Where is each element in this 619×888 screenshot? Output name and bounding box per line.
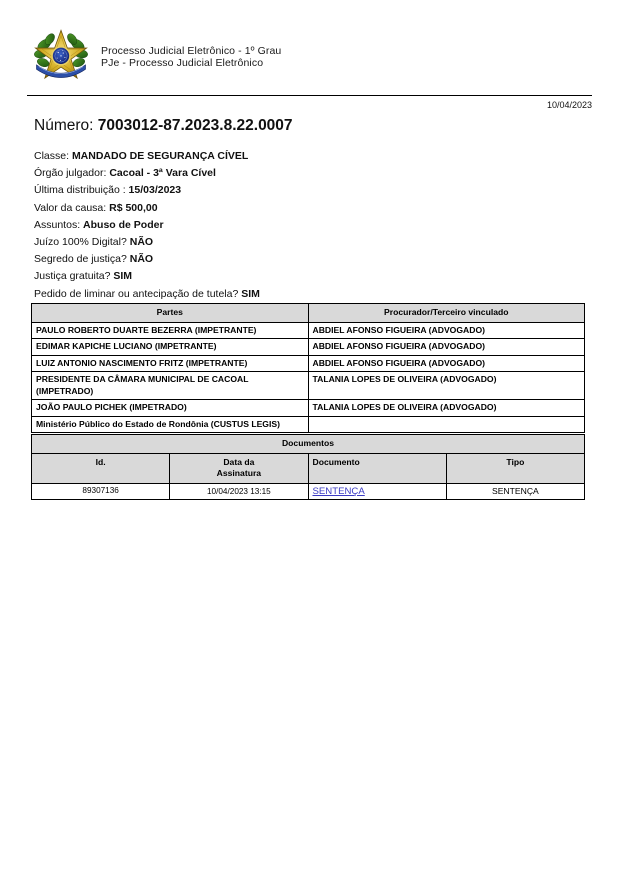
metadata-label-ultima-distribuicao: Última distribuição : (34, 184, 126, 197)
documents-table (31, 434, 585, 500)
metadata-label-valor-da-causa: Valor da causa: (34, 201, 107, 214)
column-header-procurador: Procurador/Terceiro vinculado (308, 304, 585, 323)
metadata-label-classe: Classe: (34, 150, 70, 162)
process-metadata (34, 148, 260, 303)
party-attorney: ABDIEL AFONSO FIGUEIRA (ADVOGADO) (308, 339, 585, 356)
party-attorney: TALANIA LOPES DE OLIVEIRA (ADVOGADO) (308, 372, 585, 400)
documents-section-title: Documentos (32, 435, 585, 454)
process-number-value: 7003012-87.2023.8.22.0007 (97, 117, 293, 134)
party-attorney: ABDIEL AFONSO FIGUEIRA (ADVOGADO) (308, 322, 585, 339)
party-name: PAULO ROBERTO DUARTE BEZERRA (IMPETRANTE) (32, 322, 309, 339)
column-header-data-assinatura (170, 453, 308, 483)
metadata-row-valor-da-causa (34, 200, 260, 217)
metadata-row-orgao-julgador (34, 165, 260, 182)
metadata-value-classe: MANDADO DE SEGURANÇA CÍVEL (71, 150, 249, 162)
metadata-value-valor-da-causa: R$ 500,00 (109, 201, 158, 214)
column-header-documento: Documento (308, 453, 446, 483)
column-header-data-line-2: Assinatura (216, 468, 262, 478)
header-divider (27, 95, 592, 96)
metadata-row-segredo-de-justica (34, 251, 260, 268)
metadata-row-juizo-digital (34, 234, 260, 251)
metadata-value-ultima-distribuicao: 15/03/2023 (128, 184, 182, 197)
table-row (32, 483, 585, 500)
metadata-row-classe (34, 148, 260, 165)
table-row (32, 355, 585, 372)
table-row (32, 339, 585, 356)
table-row (32, 416, 585, 433)
masthead-line-1: Processo Judicial Eletrônico - 1º Grau (101, 44, 282, 57)
metadata-label-orgao-julgador: Órgão julgador: (34, 167, 107, 180)
document-name-cell (308, 483, 446, 500)
party-attorney (308, 416, 585, 433)
column-header-tipo: Tipo (446, 453, 584, 483)
party-name: PRESIDENTE DA CÂMARA MUNICIPAL DE CACOAL (IMPETRADO) (32, 372, 309, 400)
party-attorney: ABDIEL AFONSO FIGUEIRA (ADVOGADO) (308, 355, 585, 372)
metadata-label-justica-gratuita: Justiça gratuita? (34, 270, 111, 283)
metadata-row-ultima-distribuicao (34, 182, 260, 199)
party-name: EDIMAR KAPICHE LUCIANO (IMPETRANTE) (32, 339, 309, 356)
document-signature-date: 10/04/2023 13:15 (170, 483, 308, 500)
metadata-value-pedido-liminar: SIM (241, 287, 260, 300)
metadata-value-segredo-de-justica: NÃO (129, 253, 154, 266)
party-name: LUIZ ANTONIO NASCIMENTO FRITZ (IMPETRANTE) (32, 355, 309, 372)
table-row (32, 322, 585, 339)
party-name: JOÃO PAULO PICHEK (IMPETRADO) (32, 400, 309, 417)
party-name: Ministério Público do Estado de Rondônia (CUSTUS LEGIS) (32, 416, 309, 433)
party-attorney: TALANIA LOPES DE OLIVEIRA (ADVOGADO) (308, 400, 585, 417)
metadata-value-orgao-julgador: Cacoal - 3ª Vara Cível (109, 167, 216, 180)
table-header-row (32, 453, 585, 483)
document-date: 10/04/2023 (546, 100, 592, 110)
metadata-value-juizo-digital: NÃO (129, 236, 154, 249)
brazil-coat-of-arms-icon (33, 28, 89, 86)
metadata-value-assuntos: Abuso de Poder (83, 218, 164, 231)
process-number-label: Número: (34, 117, 94, 134)
document-link[interactable]: SENTENÇA (312, 485, 365, 497)
masthead (27, 26, 592, 88)
column-header-id: Id. (32, 453, 170, 483)
metadata-label-pedido-liminar: Pedido de liminar ou antecipação de tutela? (34, 287, 239, 300)
metadata-row-assuntos (34, 217, 260, 234)
column-header-data-line-1: Data da (223, 456, 255, 467)
metadata-row-pedido-liminar (34, 286, 260, 303)
metadata-value-justica-gratuita: SIM (113, 270, 133, 283)
metadata-row-justica-gratuita (34, 268, 260, 285)
document-type: SENTENÇA (446, 483, 584, 500)
masthead-line-2: PJe - Processo Judicial Eletrônico (101, 57, 264, 69)
column-header-partes: Partes (32, 304, 309, 323)
parties-table (31, 303, 585, 433)
metadata-label-assuntos: Assuntos: (34, 218, 81, 231)
table-row (32, 400, 585, 417)
process-number (34, 117, 293, 135)
metadata-label-segredo-de-justica: Segredo de justiça? (34, 253, 127, 266)
document-id: 89307136 (32, 483, 170, 500)
masthead-title (101, 45, 281, 70)
table-header-row (32, 304, 585, 323)
table-row (32, 372, 585, 400)
documents-section-header-row (32, 435, 585, 454)
metadata-label-juizo-digital: Juízo 100% Digital? (34, 236, 127, 249)
